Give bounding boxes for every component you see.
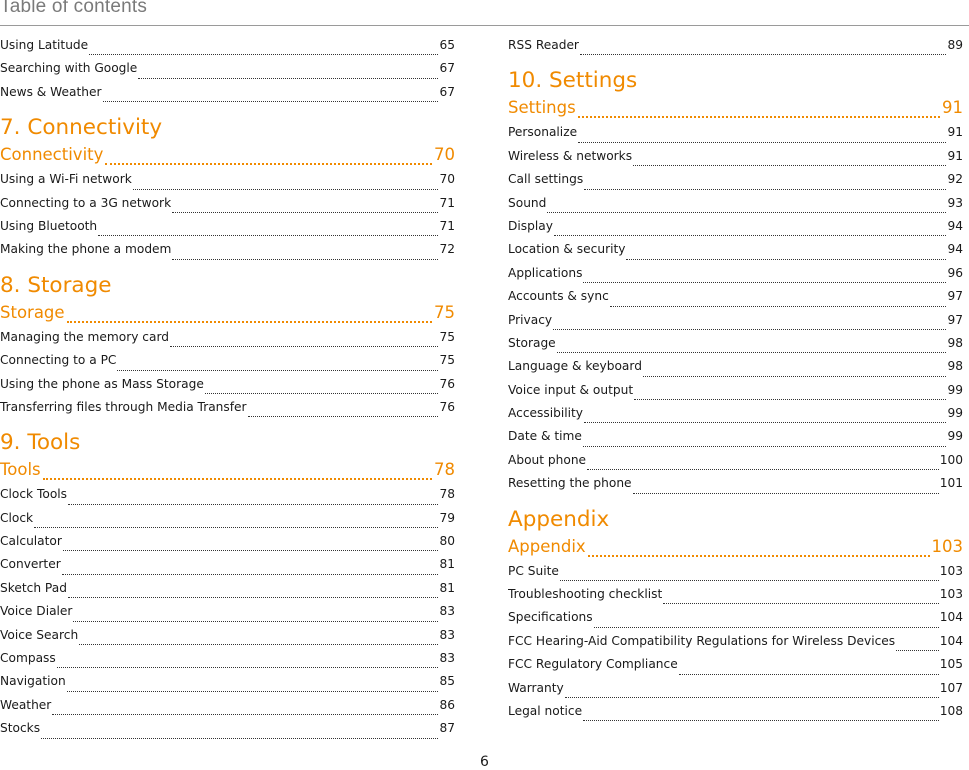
page-header-title: Table of contents bbox=[0, 0, 148, 17]
toc-entry-title: Using Latitude bbox=[0, 38, 89, 52]
toc-entry-page: 105 bbox=[939, 657, 963, 672]
toc-entry-accessibility[interactable] bbox=[508, 406, 963, 429]
dot-leader bbox=[248, 416, 439, 417]
toc-entry-title: Storage bbox=[508, 335, 556, 350]
dot-leader bbox=[57, 667, 439, 668]
toc-section-connectivity[interactable] bbox=[0, 145, 455, 172]
toc-entry-title: Searching with Google bbox=[0, 61, 138, 76]
toc-section-settings[interactable] bbox=[508, 98, 963, 125]
dot-leader bbox=[663, 603, 938, 604]
toc-entry-title: Privacy bbox=[508, 312, 553, 327]
toc-entry-title: Troubleshooting checklist bbox=[508, 587, 663, 602]
toc-entry-title: Calculator bbox=[0, 534, 62, 549]
toc-entry-fcc-hearing-aid-compatibility-regulations-for-wireless-devices[interactable] bbox=[508, 634, 963, 657]
toc-entry-weather[interactable] bbox=[0, 698, 455, 721]
toc-entry-page: 96 bbox=[947, 265, 963, 280]
toc-entry-page: 100 bbox=[939, 452, 963, 467]
dot-leader bbox=[67, 321, 432, 323]
toc-entry-page: 76 bbox=[439, 399, 455, 414]
toc-entry-sound[interactable] bbox=[508, 196, 963, 219]
toc-entry-title: Voice Dialer bbox=[0, 604, 73, 619]
toc-entry-using-latitude[interactable] bbox=[0, 38, 455, 61]
toc-entry-title: Voice input & output bbox=[508, 382, 634, 397]
toc-entry-page: 86 bbox=[439, 697, 455, 712]
dot-leader bbox=[117, 370, 438, 371]
toc-entry-title: Wireless & networks bbox=[508, 148, 633, 163]
toc-entry-title: Voice Search bbox=[0, 627, 79, 642]
toc-entry-page: 72 bbox=[439, 242, 455, 257]
toc-entry-title: FCC Hearing-Aid Compatibility Regulations for Wireless Devices bbox=[508, 633, 896, 648]
toc-entry-page: 75 bbox=[439, 353, 455, 368]
toc-entry-page: 99 bbox=[947, 429, 963, 444]
toc-section-storage[interactable] bbox=[0, 303, 455, 330]
toc-entry-compass[interactable] bbox=[0, 651, 455, 674]
toc-entry-title: Settings bbox=[508, 98, 576, 118]
dot-leader bbox=[578, 116, 940, 118]
dot-leader bbox=[896, 650, 939, 651]
toc-entry-specifications[interactable] bbox=[508, 610, 963, 633]
toc-entry-page: 103 bbox=[931, 536, 963, 556]
toc-entry-title: Storage bbox=[0, 302, 65, 322]
toc-entry-page: 76 bbox=[439, 376, 455, 391]
toc-entry-title: Call settings bbox=[508, 172, 584, 187]
toc-entry-title: Tools bbox=[0, 460, 41, 480]
dot-leader bbox=[63, 550, 439, 551]
toc-entry-navigation[interactable] bbox=[0, 674, 455, 697]
toc-entry-title: Using Bluetooth bbox=[0, 218, 98, 233]
toc-entry-transferring-files-through-media-transfer[interactable] bbox=[0, 400, 455, 423]
toc-entry-page: 67 bbox=[439, 61, 455, 76]
toc-entry-legal-notice[interactable] bbox=[508, 704, 963, 727]
toc-entry-page: 85 bbox=[439, 674, 455, 689]
toc-section-tools[interactable] bbox=[0, 460, 455, 487]
toc-entry-sketch-pad[interactable] bbox=[0, 581, 455, 604]
toc-entry-page: 103 bbox=[939, 563, 963, 578]
toc-entry-display[interactable] bbox=[508, 219, 963, 242]
toc-section-appendix[interactable] bbox=[508, 537, 963, 564]
toc-entry-page: 83 bbox=[439, 651, 455, 666]
toc-entry-title: Using the phone as Mass Storage bbox=[0, 376, 204, 391]
toc-entry-accounts-sync[interactable] bbox=[508, 289, 963, 312]
toc-entry-fcc-regulatory-compliance[interactable] bbox=[508, 657, 963, 680]
chapter-heading-7-connectivity: 7. Connectivity bbox=[0, 115, 163, 141]
toc-entry-page: 91 bbox=[947, 148, 963, 163]
toc-entry-page: 103 bbox=[939, 587, 963, 602]
toc-entry-storage[interactable] bbox=[508, 336, 963, 359]
toc-entry-title: Personalize bbox=[508, 125, 578, 140]
toc-entry-page: 99 bbox=[947, 406, 963, 421]
toc-entry-title: About phone bbox=[508, 452, 587, 467]
toc-entry-resetting-the-phone[interactable] bbox=[508, 476, 963, 499]
dot-leader bbox=[172, 212, 438, 213]
dot-leader bbox=[578, 142, 946, 143]
toc-entry-page: 75 bbox=[434, 302, 455, 322]
toc-entry-page: 70 bbox=[439, 172, 455, 187]
toc-entry-title: PC Suite bbox=[508, 563, 559, 578]
toc-entry-title: Connectivity bbox=[0, 145, 104, 165]
toc-entry-page: 89 bbox=[947, 38, 963, 52]
toc-entry-voice-search[interactable] bbox=[0, 628, 455, 651]
toc-left-column bbox=[0, 38, 455, 745]
chapter-heading-10-settings: 10. Settings bbox=[508, 68, 638, 94]
toc-entry-page: 83 bbox=[439, 627, 455, 642]
dot-leader bbox=[626, 259, 946, 260]
toc-entry-title: News & Weather bbox=[0, 84, 102, 99]
toc-entry-troubleshooting-checklist[interactable] bbox=[508, 587, 963, 610]
toc-entry-clock[interactable] bbox=[0, 511, 455, 534]
toc-entry-page: 104 bbox=[939, 610, 963, 625]
dot-leader bbox=[138, 78, 438, 79]
toc-entry-page: 71 bbox=[439, 218, 455, 233]
dot-leader bbox=[584, 422, 946, 423]
toc-entry-page: 78 bbox=[439, 487, 455, 502]
dot-leader bbox=[557, 352, 947, 353]
toc-entry-title: Making the phone a modem bbox=[0, 242, 172, 257]
toc-entry-title: Connecting to a 3G network bbox=[0, 195, 172, 210]
dot-leader bbox=[610, 306, 947, 307]
toc-entry-title: Converter bbox=[0, 557, 61, 572]
toc-entry-connecting-to-a-3g-network[interactable] bbox=[0, 196, 455, 219]
toc-entry-news-weather[interactable] bbox=[0, 85, 455, 108]
toc-entry-making-the-phone-a-modem[interactable] bbox=[0, 242, 455, 265]
dot-leader bbox=[34, 527, 438, 528]
toc-entry-warranty[interactable] bbox=[508, 681, 963, 704]
toc-entry-page: 104 bbox=[939, 633, 963, 648]
toc-entry-privacy[interactable] bbox=[508, 313, 963, 336]
dot-leader bbox=[67, 691, 439, 692]
toc-entry-page: 94 bbox=[947, 242, 963, 257]
toc-entry-stocks[interactable] bbox=[0, 721, 455, 744]
toc-entry-title: Specifications bbox=[508, 610, 593, 625]
toc-entry-title: Sound bbox=[508, 195, 547, 210]
toc-entry-page: 94 bbox=[947, 218, 963, 233]
dot-leader bbox=[634, 399, 946, 400]
dot-leader bbox=[560, 580, 939, 581]
toc-entry-page: 67 bbox=[439, 84, 455, 99]
dot-leader bbox=[594, 627, 939, 628]
toc-entry-page: 92 bbox=[947, 172, 963, 187]
toc-entry-voice-dialer[interactable] bbox=[0, 604, 455, 627]
dot-leader bbox=[554, 235, 947, 236]
toc-entry-wireless-networks[interactable] bbox=[508, 149, 963, 172]
toc-entry-page: 79 bbox=[439, 510, 455, 525]
dot-leader bbox=[79, 644, 438, 645]
toc-entry-managing-the-memory-card[interactable] bbox=[0, 330, 455, 353]
dot-leader bbox=[73, 621, 438, 622]
toc-entry-title: RSS Reader bbox=[508, 38, 579, 52]
dot-leader bbox=[103, 101, 439, 102]
toc-right-column bbox=[508, 38, 963, 727]
dot-leader bbox=[583, 446, 947, 447]
toc-entry-applications[interactable] bbox=[508, 266, 963, 289]
toc-entry-date-time[interactable] bbox=[508, 429, 963, 452]
dot-leader bbox=[583, 720, 939, 721]
toc-entry-page: 65 bbox=[439, 38, 455, 52]
dot-leader bbox=[43, 478, 432, 480]
toc-entry-page: 91 bbox=[942, 98, 963, 118]
toc-entry-page: 93 bbox=[947, 195, 963, 210]
header-divider bbox=[0, 25, 969, 26]
toc-entry-page: 97 bbox=[947, 312, 963, 327]
toc-entry-pc-suite[interactable] bbox=[508, 564, 963, 587]
dot-leader bbox=[105, 163, 432, 165]
toc-entry-rss-reader[interactable] bbox=[508, 38, 963, 61]
toc-entry-using-a-wi-fi-network[interactable] bbox=[0, 172, 455, 195]
toc-entry-page: 83 bbox=[439, 604, 455, 619]
toc-entry-title: FCC Regulatory Compliance bbox=[508, 657, 678, 672]
toc-entry-title: Resetting the phone bbox=[508, 476, 632, 491]
toc-entry-using-bluetooth[interactable] bbox=[0, 219, 455, 242]
dot-leader bbox=[553, 329, 946, 330]
chapter-heading-8-storage: 8. Storage bbox=[0, 272, 112, 298]
toc-entry-title: Navigation bbox=[0, 674, 66, 689]
toc-entry-location-security[interactable] bbox=[508, 242, 963, 265]
toc-entry-title: Appendix bbox=[508, 536, 586, 556]
toc-entry-voice-input-output[interactable] bbox=[508, 383, 963, 406]
toc-entry-about-phone[interactable] bbox=[508, 453, 963, 476]
chapter-heading-appendix: Appendix bbox=[508, 506, 610, 532]
toc-entry-title: Applications bbox=[508, 265, 583, 280]
toc-entry-language-keyboard[interactable] bbox=[508, 359, 963, 382]
toc-entry-page: 108 bbox=[939, 703, 963, 718]
toc-entry-page: 71 bbox=[439, 195, 455, 210]
toc-entry-converter[interactable] bbox=[0, 557, 455, 580]
dot-leader bbox=[587, 469, 939, 470]
dot-leader bbox=[588, 555, 930, 557]
dot-leader bbox=[580, 54, 947, 55]
dot-leader bbox=[170, 346, 438, 347]
toc-entry-title: Clock Tools bbox=[0, 487, 68, 502]
toc-entry-page: 99 bbox=[947, 382, 963, 397]
dot-leader bbox=[98, 235, 438, 236]
dot-leader bbox=[643, 376, 947, 377]
toc-entry-page: 81 bbox=[439, 557, 455, 572]
toc-entry-title: Using a Wi-Fi network bbox=[0, 172, 132, 187]
toc-entry-title: Legal notice bbox=[508, 703, 583, 718]
toc-entry-page: 101 bbox=[939, 476, 963, 491]
dot-leader bbox=[68, 597, 439, 598]
dot-leader bbox=[89, 54, 438, 55]
toc-entry-page: 78 bbox=[434, 460, 455, 480]
toc-entry-using-the-phone-as-mass-storage[interactable] bbox=[0, 377, 455, 400]
toc-entry-title: Display bbox=[508, 218, 553, 233]
toc-entry-title: Compass bbox=[0, 651, 56, 666]
toc-entry-connecting-to-a-pc[interactable] bbox=[0, 353, 455, 376]
dot-leader bbox=[205, 393, 439, 394]
toc-entry-title: Stocks bbox=[0, 721, 41, 736]
dot-leader bbox=[584, 189, 946, 190]
toc-entry-title: Location & security bbox=[508, 242, 626, 257]
toc-entry-page: 80 bbox=[439, 534, 455, 549]
dot-leader bbox=[52, 714, 438, 715]
toc-entry-page: 97 bbox=[947, 289, 963, 304]
toc-entry-page: 91 bbox=[947, 125, 963, 140]
dot-leader bbox=[547, 212, 946, 213]
chapter-heading-9-tools: 9. Tools bbox=[0, 430, 81, 456]
toc-entry-title: Transferring files through Media Transfer bbox=[0, 399, 247, 414]
toc-entry-personalize[interactable] bbox=[508, 125, 963, 148]
toc-entry-clock-tools[interactable] bbox=[0, 487, 455, 510]
toc-entry-title: Sketch Pad bbox=[0, 580, 67, 595]
dot-leader bbox=[133, 189, 439, 190]
toc-entry-page: 98 bbox=[947, 335, 963, 350]
toc-entry-searching-with-google[interactable] bbox=[0, 61, 455, 84]
dot-leader bbox=[633, 493, 939, 494]
dot-leader bbox=[172, 259, 438, 260]
toc-entry-page: 107 bbox=[939, 680, 963, 695]
dot-leader bbox=[583, 282, 946, 283]
toc-entry-title: Connecting to a PC bbox=[0, 353, 117, 368]
toc-entry-call-settings[interactable] bbox=[508, 172, 963, 195]
toc-entry-page: 87 bbox=[439, 721, 455, 736]
dot-leader bbox=[679, 674, 939, 675]
page-number: 6 bbox=[480, 754, 489, 770]
toc-entry-title: Clock bbox=[0, 510, 34, 525]
dot-leader bbox=[565, 697, 939, 698]
toc-entry-page: 81 bbox=[439, 580, 455, 595]
toc-entry-title: Language & keyboard bbox=[508, 359, 642, 374]
toc-entry-calculator[interactable] bbox=[0, 534, 455, 557]
toc-entry-page: 70 bbox=[434, 145, 455, 165]
toc-entry-title: Warranty bbox=[508, 680, 564, 695]
toc-entry-title: Accessibility bbox=[508, 406, 583, 421]
dot-leader bbox=[633, 165, 946, 166]
toc-entry-title: Managing the memory card bbox=[0, 329, 170, 344]
toc-entry-page: 75 bbox=[439, 329, 455, 344]
toc-entry-title: Weather bbox=[0, 697, 52, 712]
toc-entry-title: Accounts & sync bbox=[508, 289, 609, 304]
toc-entry-page: 98 bbox=[947, 359, 963, 374]
toc-entry-title: Date & time bbox=[508, 429, 582, 444]
dot-leader bbox=[62, 574, 439, 575]
dot-leader bbox=[41, 738, 438, 739]
dot-leader bbox=[68, 504, 438, 505]
